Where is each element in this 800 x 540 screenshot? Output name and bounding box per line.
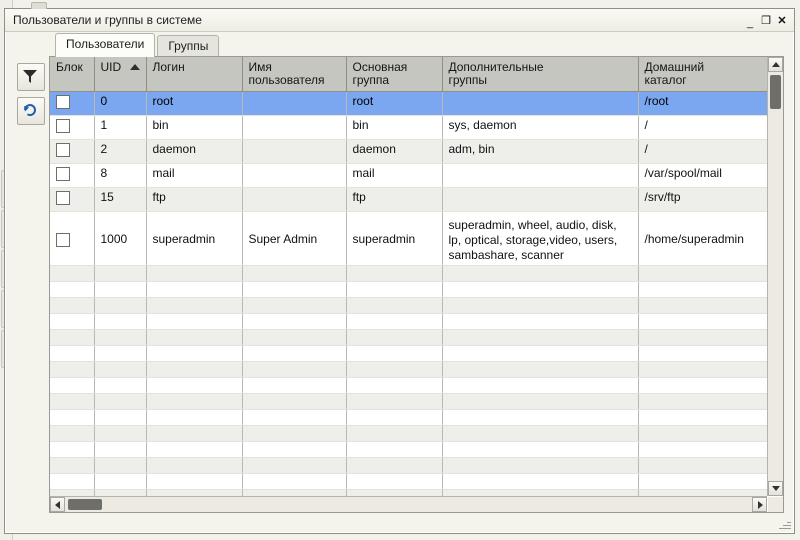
table-row-empty[interactable] <box>50 282 767 298</box>
chevron-right-icon <box>758 501 763 509</box>
column-header-extra-groups[interactable]: Дополнительные группы <box>442 57 638 92</box>
cell-login: superadmin <box>146 212 242 266</box>
cell-primary-group: root <box>346 92 442 116</box>
cell-fullname <box>242 188 346 212</box>
table-row[interactable] <box>50 164 767 188</box>
column-header-home[interactable]: Домашний каталог <box>638 57 767 92</box>
cell-primary-group: ftp <box>346 188 442 212</box>
cell-primary-group: daemon <box>346 140 442 164</box>
cell-extra-groups: adm, bin <box>442 140 638 164</box>
close-button[interactable]: ✕ <box>777 15 787 27</box>
cell-uid: 0 <box>94 92 146 116</box>
table-row-empty[interactable] <box>50 410 767 426</box>
cell-fullname: Super Admin <box>242 212 346 266</box>
cell-blocked[interactable] <box>50 188 94 212</box>
cell-uid: 1000 <box>94 212 146 266</box>
cell-home: / <box>638 116 767 140</box>
scroll-down-button[interactable] <box>768 481 783 496</box>
cell-login: mail <box>146 164 242 188</box>
table-row-empty[interactable] <box>50 314 767 330</box>
window-titlebar[interactable] <box>5 9 794 32</box>
scrollbar-corner <box>768 497 783 512</box>
cell-blocked[interactable] <box>50 116 94 140</box>
cell-login: root <box>146 92 242 116</box>
table-row-empty[interactable] <box>50 346 767 362</box>
chevron-down-icon <box>772 486 780 491</box>
cell-primary-group: mail <box>346 164 442 188</box>
blocked-checkbox[interactable] <box>56 167 70 181</box>
cell-fullname <box>242 140 346 164</box>
table-row[interactable] <box>50 212 767 266</box>
column-header-login[interactable]: Логин <box>146 57 242 92</box>
blocked-checkbox[interactable] <box>56 119 70 133</box>
horizontal-scrollbar[interactable] <box>50 496 767 512</box>
users-table-panel <box>49 56 784 513</box>
users-and-groups-window <box>4 8 795 534</box>
horizontal-scroll-thumb[interactable] <box>68 499 102 510</box>
table-row-empty[interactable] <box>50 458 767 474</box>
cell-fullname <box>242 92 346 116</box>
cell-login: bin <box>146 116 242 140</box>
window-title: Пользователи и группы в системе <box>13 13 202 27</box>
table-body <box>50 92 767 497</box>
cell-home: /home/superadmin <box>638 212 767 266</box>
cell-primary-group: superadmin <box>346 212 442 266</box>
cell-uid: 15 <box>94 188 146 212</box>
cell-fullname <box>242 116 346 140</box>
users-table-scroll-area <box>50 57 767 496</box>
table-row-empty[interactable] <box>50 474 767 490</box>
table-header-row <box>50 57 767 92</box>
column-header-uid[interactable]: UID <box>94 57 146 92</box>
cell-fullname <box>242 164 346 188</box>
cell-blocked[interactable] <box>50 92 94 116</box>
refresh-button[interactable] <box>17 97 45 125</box>
cell-primary-group: bin <box>346 116 442 140</box>
maximize-button[interactable]: ❒ <box>761 15 771 27</box>
tab-users[interactable]: Пользователи <box>55 33 155 57</box>
cell-home: /srv/ftp <box>638 188 767 212</box>
blocked-checkbox[interactable] <box>56 233 70 247</box>
cell-extra-groups: sys, daemon <box>442 116 638 140</box>
table-row-empty[interactable] <box>50 362 767 378</box>
table-row-empty[interactable] <box>50 442 767 458</box>
table-row[interactable] <box>50 116 767 140</box>
cell-uid: 2 <box>94 140 146 164</box>
table-row-empty[interactable] <box>50 426 767 442</box>
minimize-button[interactable]: _ <box>746 17 754 29</box>
users-table <box>50 57 767 496</box>
cell-blocked[interactable] <box>50 212 94 266</box>
side-toolbar <box>17 63 43 131</box>
cell-home: /root <box>638 92 767 116</box>
tab-groups[interactable]: Группы <box>157 35 219 57</box>
cell-blocked[interactable] <box>50 140 94 164</box>
tabstrip <box>55 33 221 57</box>
cell-extra-groups <box>442 164 638 188</box>
scroll-right-button[interactable] <box>752 497 767 512</box>
vertical-scroll-thumb[interactable] <box>770 75 781 109</box>
blocked-checkbox[interactable] <box>56 191 70 205</box>
table-row-empty[interactable] <box>50 266 767 282</box>
filter-button[interactable] <box>17 63 45 91</box>
blocked-checkbox[interactable] <box>56 143 70 157</box>
column-header-blocked[interactable]: Блок <box>50 57 94 92</box>
table-row[interactable] <box>50 188 767 212</box>
chevron-left-icon <box>55 501 60 509</box>
table-row-empty[interactable] <box>50 394 767 410</box>
cell-home: /var/spool/mail <box>638 164 767 188</box>
column-header-fullname[interactable]: Имя пользователя <box>242 57 346 92</box>
table-row-empty[interactable] <box>50 298 767 314</box>
cell-login: ftp <box>146 188 242 212</box>
cell-uid: 8 <box>94 164 146 188</box>
window-resize-grip[interactable] <box>778 517 792 531</box>
table-row-empty[interactable] <box>50 330 767 346</box>
window-controls <box>744 13 788 29</box>
scroll-up-button[interactable] <box>768 57 783 72</box>
table-row[interactable] <box>50 140 767 164</box>
table-row-empty[interactable] <box>50 378 767 394</box>
sort-ascending-icon <box>130 64 140 70</box>
cell-uid: 1 <box>94 116 146 140</box>
cell-extra-groups: superadmin, wheel, audio, disk, lp, optical, storage,video, users, sambashare, scanner <box>442 212 638 266</box>
table-row[interactable] <box>50 92 767 116</box>
column-header-primary-group[interactable]: Основная группа <box>346 57 442 92</box>
cell-extra-groups <box>442 188 638 212</box>
chevron-up-icon <box>772 62 780 67</box>
cell-extra-groups <box>442 92 638 116</box>
vertical-scrollbar[interactable] <box>767 57 783 496</box>
scroll-left-button[interactable] <box>50 497 65 512</box>
cell-home: / <box>638 140 767 164</box>
cell-blocked[interactable] <box>50 164 94 188</box>
blocked-checkbox[interactable] <box>56 95 70 109</box>
cell-login: daemon <box>146 140 242 164</box>
